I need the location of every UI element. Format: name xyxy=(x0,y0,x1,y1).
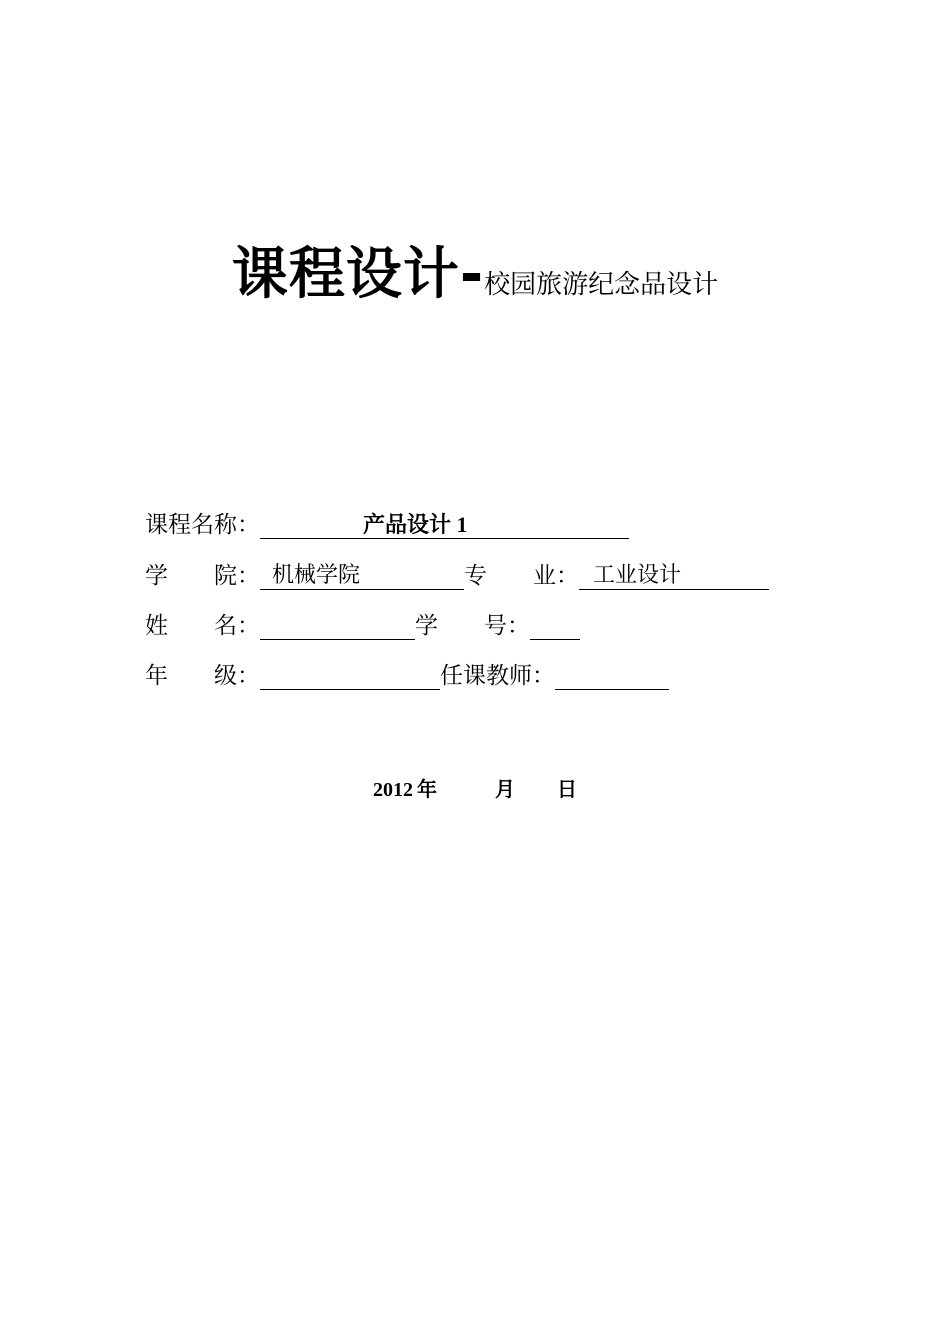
date-year: 2012 xyxy=(373,779,413,801)
course-name-row xyxy=(145,505,629,539)
grade-teacher-row xyxy=(145,656,669,690)
document-title xyxy=(0,230,950,310)
date-month-unit: 月 xyxy=(495,779,515,801)
teacher-label: 任课教师： xyxy=(440,663,555,689)
student-id-field xyxy=(530,612,580,640)
grade-label: 年 级： xyxy=(145,663,260,689)
name-label: 姓 名： xyxy=(145,613,260,639)
college-major-row xyxy=(145,556,769,590)
title-main: 课程设计- xyxy=(231,242,485,307)
date-day-unit: 日 xyxy=(557,779,577,801)
student-id-label: 学 号： xyxy=(415,613,530,639)
major-field: 工业设计 xyxy=(579,562,769,590)
teacher-field xyxy=(555,662,669,690)
course-name-label: 课程名称： xyxy=(145,512,260,538)
document-date xyxy=(373,773,577,802)
college-label: 学 院： xyxy=(145,563,260,589)
date-year-unit: 年 xyxy=(417,779,437,801)
name-field xyxy=(260,612,415,640)
name-id-row xyxy=(145,606,580,640)
grade-field xyxy=(260,662,440,690)
major-label: 专 业： xyxy=(464,563,579,589)
course-name-field: 产品设计 1 xyxy=(260,511,629,539)
college-field: 机械学院 xyxy=(260,562,464,590)
title-subtitle: 校园旅游纪念品设计 xyxy=(484,270,719,300)
